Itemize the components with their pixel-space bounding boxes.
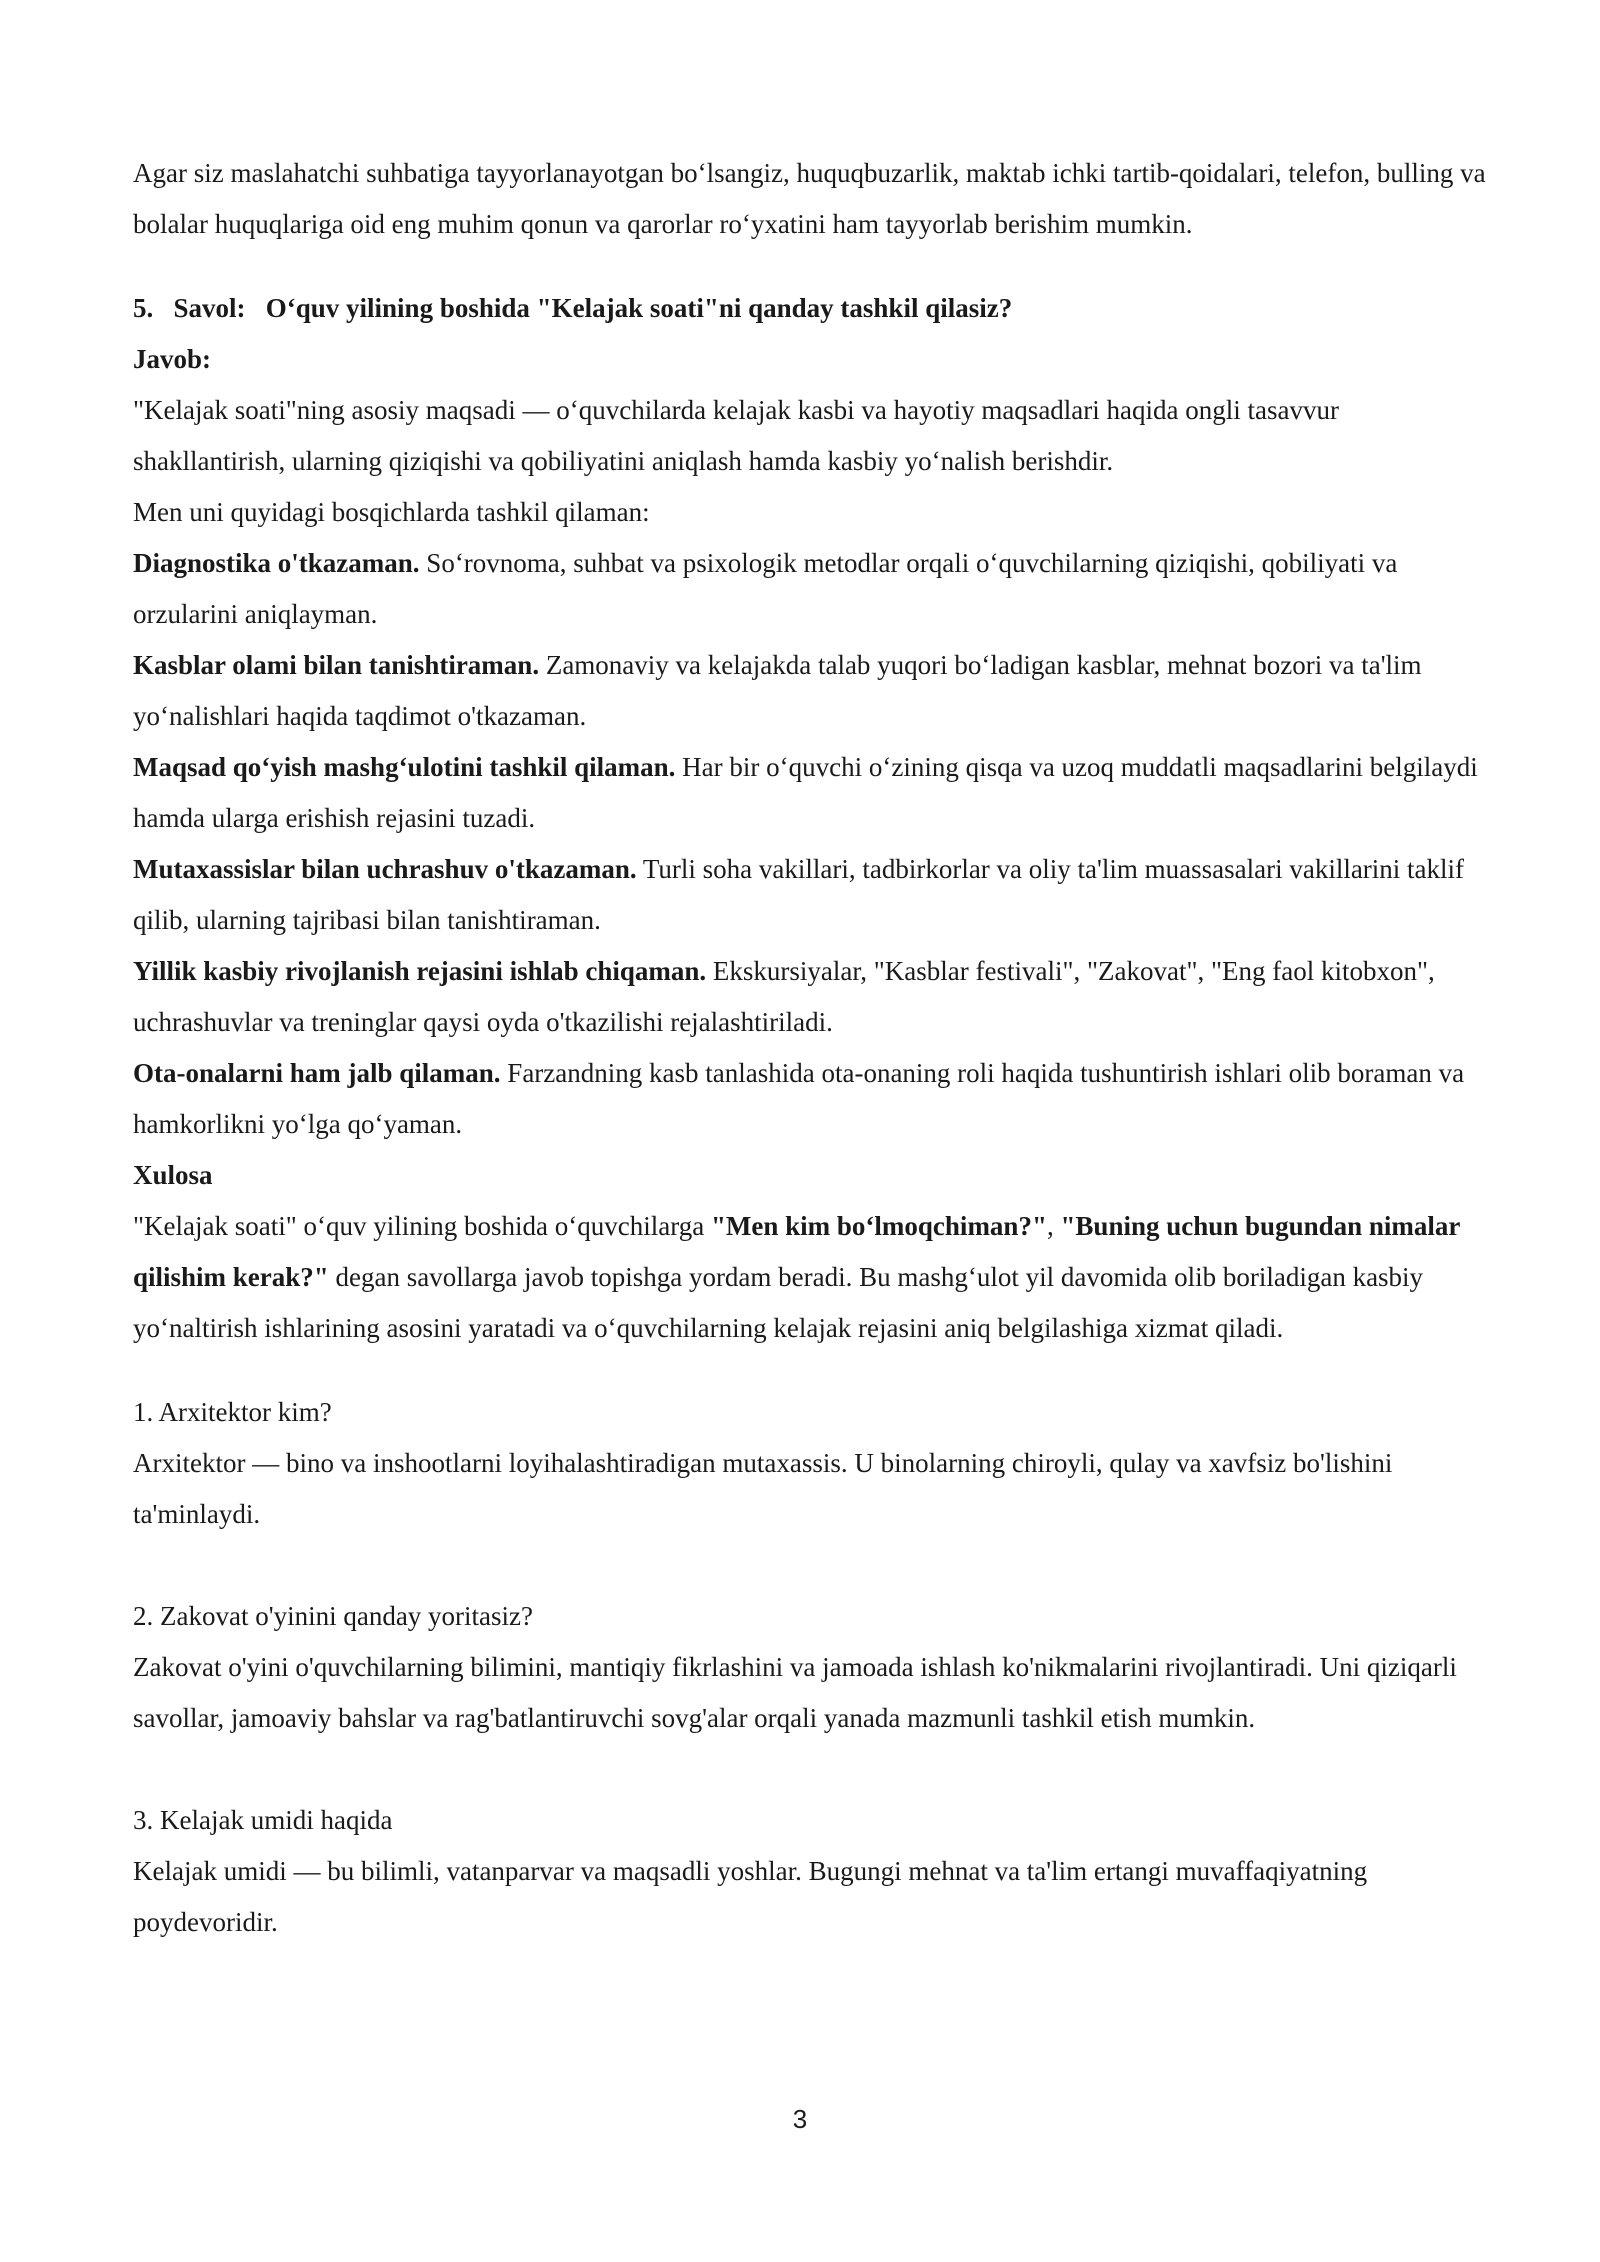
stages-intro: Men uni quyidagi bosqichlarda tashkil qilaman: bbox=[133, 497, 650, 527]
step-goal-setting: Maqsad qo‘yish mashg‘ulotini tashkil qilaman. Har bir o‘quvchi o‘zining qisqa va uzoq muddatli maqsadlarini belgilaydi hamda ularga erishish rejasini tuzadi. bbox=[133, 752, 1478, 833]
qa-answer-2: Zakovat o'yini o'quvchilarning bilimini, mantiqiy fikrlashini va jamoada ishlash ko'nikmalarini rivojlantiradi. Uni qiziqarli savollar, jamoaviy bahslar va rag'batlantiruvchi sovg'alar orqali yanada mazmunli tashkil etish mumkin. bbox=[133, 1652, 1457, 1733]
step-specialists-meeting: Mutaxassislar bilan uchrashuv o'tkazaman. Turli soha vakillari, tadbirkorlar va oliy ta'lim muassasalari vakillarini taklif qilib, ularning tajribasi bilan tanishtiraman. bbox=[133, 854, 1465, 935]
qa-question-1: 1. Arxitektor kim? bbox=[133, 1397, 332, 1427]
step-parents: Ota-onalarni ham jalb qilaman. Farzandning kasb tanlashida ota-onaning roli haqida tushuntirish ishlari olib boraman va hamkorlikni yo‘lga qo‘yaman. bbox=[133, 1058, 1465, 1139]
spacer bbox=[133, 1354, 1493, 1387]
step-annual-plan: Yillik kasbiy rivojlanish rejasini ishlab chiqaman. Ekskursiyalar, "Kasblar festivali", "Zakovat", "Eng faol kitobxon", uchrashuvlar va treninglar qaysi oyda o'tkazilishi rejalashtiriladi. bbox=[133, 956, 1435, 1037]
answer-label: Javob: bbox=[133, 344, 212, 374]
qa-answer-3: Kelajak umidi — bu bilimli, vatanparvar va maqsadli yoshlar. Bugungi mehnat va ta'lim ertangi muvaffaqiyatning poydevoridir. bbox=[133, 1856, 1368, 1937]
question-5-heading bbox=[133, 283, 1493, 334]
qa-question-2: 2. Zakovat o'yinini qanday yoritasiz? bbox=[133, 1601, 534, 1631]
step-diagnostics: Diagnostika o'tkazaman. So‘rovnoma, suhbat va psixologik metodlar orqali o‘quvchilarning qiziqishi, qobiliyati va orzularini aniqlayman. bbox=[133, 548, 1398, 629]
question-5-title: Savol: O‘quv yilining boshida "Kelajak soati"ni qanday tashkil qilasiz? bbox=[173, 293, 1013, 323]
conclusion-label: Xulosa bbox=[133, 1160, 213, 1190]
document-page bbox=[133, 148, 1493, 1948]
question-5-number: 5. bbox=[133, 293, 154, 323]
qa-question-3: 3. Kelajak umidi haqida bbox=[133, 1805, 393, 1835]
conclusion-paragraph: "Kelajak soati" o‘quv yilining boshida o‘quvchilarga "Men kim bo‘lmoqchiman?", "Buning uchun bugundan nimalar qilishim kerak?" degan savollarga javob topishga yordam beradi. Bu mashg‘ulot yil davomida olib boriladigan kasbiy yo‘naltirish ishlarining asosini yaratadi va o‘quvchilarning kelajak rejasini aniq belgilashiga xizmat qiladi. bbox=[133, 1211, 1460, 1343]
spacer bbox=[133, 1540, 1493, 1591]
spacer bbox=[133, 250, 1493, 283]
intro-paragraph: Agar siz maslahatchi suhbatiga tayyorlanayotgan bo‘lsangiz, huquqbuzarlik, maktab ichki tartib-qoidalari, telefon, bulling va bolalar huquqlariga oid eng muhim qonun va qarorlar ro‘yxatini ham tayyorlab berishim mumkin. bbox=[133, 158, 1486, 239]
spacer bbox=[133, 1744, 1493, 1795]
page-number: 3 bbox=[792, 2104, 808, 2134]
qa-answer-1: Arxitektor — bino va inshootlarni loyihalashtiradigan mutaxassis. U binolarning chiroyli, qulay va xavfsiz bo'lishini ta'minlaydi. bbox=[133, 1448, 1393, 1529]
purpose-paragraph: "Kelajak soati"ning asosiy maqsadi — o‘quvchilarda kelajak kasbi va hayotiy maqsadlari haqida ongli tasavvur shakllantirish, ularning qiziqishi va qobiliyatini aniqlash hamda kasbiy yo‘nalish berishdir. bbox=[133, 395, 1339, 476]
step-professions: Kasblar olami bilan tanishtiraman. Zamonaviy va kelajakda talab yuqori bo‘ladigan kasblar, mehnat bozori va ta'lim yo‘nalishlari haqida taqdimot o'tkazaman. bbox=[133, 650, 1422, 731]
